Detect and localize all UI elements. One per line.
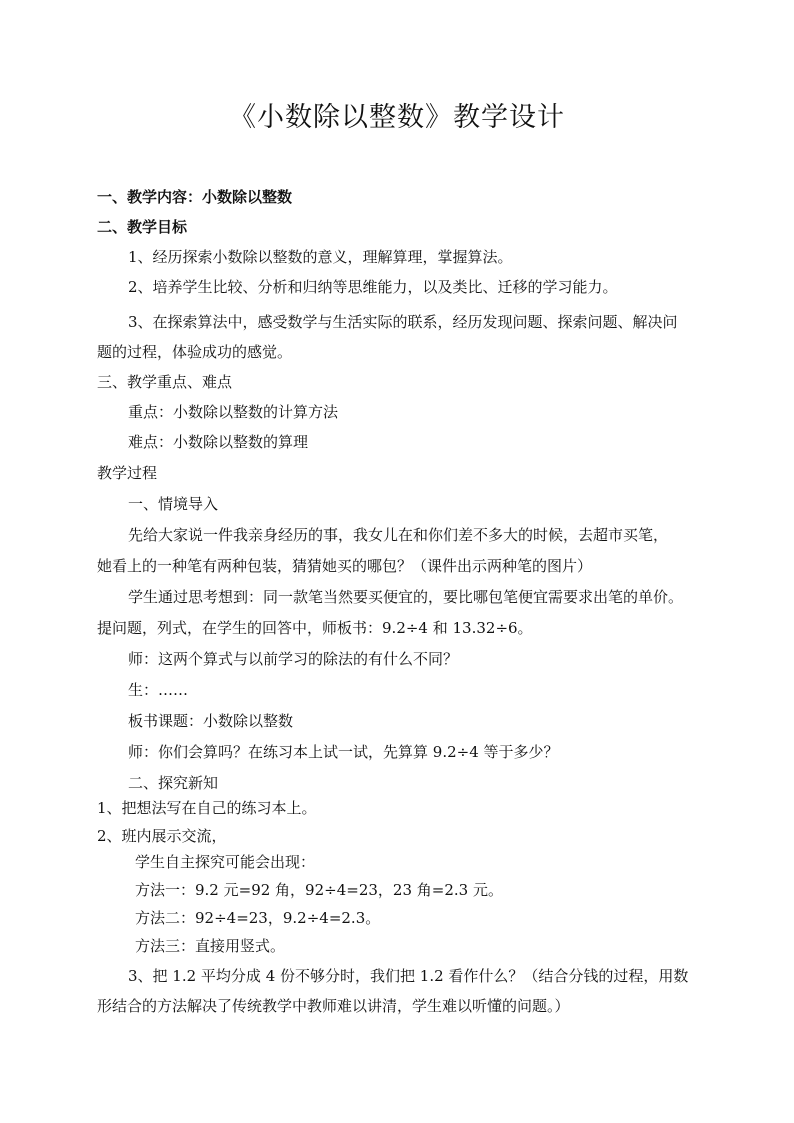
key-point: 重点：小数除以整数的计算方法 (128, 403, 339, 421)
method-item: 方法一：9.2 元=92 角，92÷4=23，23 角=2.3 元。 (135, 881, 503, 899)
explore-step-continued: 形结合的方法解决了传统教学中教师难以讲清，学生难以听懂的问题。） (97, 997, 570, 1015)
intro-paragraph-continued: 提问题，列式，在学生的回答中，师板书：9.2÷4 和 13.32÷6。 (97, 619, 533, 637)
goal-item-continued: 题的过程，体验成功的感觉。 (97, 343, 293, 361)
process-heading: 教学过程 (97, 464, 158, 482)
method-item: 方法二：92÷4=23，9.2÷4=2.3。 (135, 909, 381, 927)
document-title: 《小数除以整数》教学设计 (229, 102, 565, 133)
goal-item: 2、培养学生比较、分析和归纳等思维能力，以及类比、迁移的学习能力。 (128, 278, 618, 296)
student-answer: 生：…… (128, 681, 189, 699)
section-heading-keypoints: 三、教学重点、难点 (97, 373, 233, 391)
intro-heading: 一、情境导入 (128, 495, 219, 513)
explore-step: 2、班内展示交流， (97, 827, 227, 845)
goal-item: 3、在探索算法中，感受数学与生活实际的联系，经历发现问题、探索问题、解决问 (128, 313, 678, 331)
intro-paragraph: 先给大家说一件我亲身经历的事，我女儿在和你们差不多大的时候，去超市买笔， (128, 526, 669, 544)
intro-paragraph: 学生通过思考想到：同一款笔当然要买便宜的，要比哪包笔便宜需要求出笔的单价。 (128, 588, 684, 606)
teacher-question: 师：这两个算式与以前学习的除法的有什么不同？ (128, 650, 459, 668)
section-heading-content: 一、教学内容：小数除以整数 (97, 188, 293, 206)
teacher-question: 师：你们会算吗？在练习本上试一试，先算算 9.2÷4 等于多少？ (128, 743, 559, 761)
explore-step: 3、把 1.2 平均分成 4 份不够分时，我们把 1.2 看作什么？（结合分钱的过程，用数 (128, 967, 689, 985)
explore-step: 1、把想法写在自己的练习本上。 (97, 799, 317, 817)
board-topic: 板书课题：小数除以整数 (128, 712, 294, 730)
explore-note: 学生自主探究可能会出现： (135, 853, 316, 871)
explore-heading: 二、探究新知 (128, 774, 219, 792)
intro-paragraph-continued: 她看上的一种笔有两种包装，猜猜她买的哪包？（课件出示两种笔的图片） (97, 557, 593, 575)
method-item: 方法三：直接用竖式。 (135, 937, 286, 955)
difficult-point: 难点：小数除以整数的算理 (128, 433, 309, 451)
goal-item: 1、经历探索小数除以整数的意义，理解算理，掌握算法。 (128, 248, 513, 266)
section-heading-goals: 二、教学目标 (97, 218, 188, 236)
